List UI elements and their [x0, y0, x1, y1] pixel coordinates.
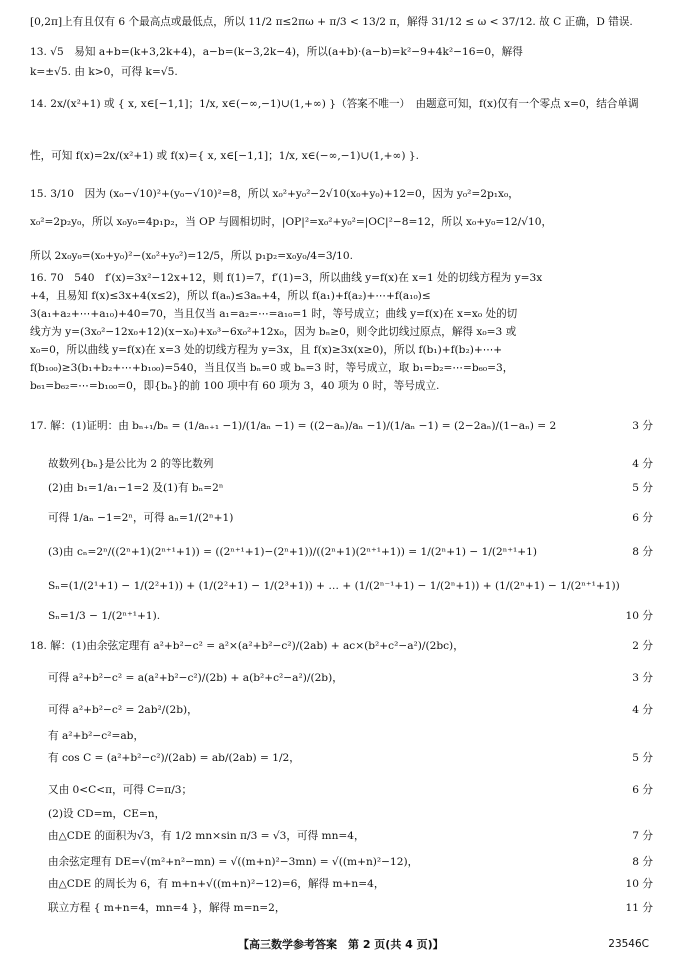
- score-mark: 8 分: [632, 546, 653, 558]
- score-mark: 3 分: [632, 672, 653, 684]
- answer-line: 又由 0<C<π，可得 C=π/3；: [48, 784, 193, 796]
- answer-line: 由余弦定理有 DE=√(m²+n²−mn) = √((m+n)²−3mn) = √((m+n)²−12)，: [48, 856, 419, 868]
- score-mark: 7 分: [632, 830, 653, 842]
- answer-line: x₀=0，所以曲线 y=f(x)在 x=3 处的切线方程为 y=3x，且 f(x)≥3x(x≥0)，所以 f(b₁)+f(b₂)+⋯+: [30, 344, 503, 356]
- answer-line: 13. √5 易知 a+b=(k+3,2k+4)，a−b=(k−3,2k−4)，所以(a+b)·(a−b)=k²−9+4k²−16=0，解得: [30, 46, 523, 58]
- answer-line: (2)由 b₁=1/a₁−1=2 及(1)有 bₙ=2ⁿ: [48, 482, 224, 494]
- answer-line: (3)由 cₙ=2ⁿ/((2ⁿ+1)(2ⁿ⁺¹+1)) = ((2ⁿ⁺¹+1)−(2ⁿ+1))/((2ⁿ+1)(2ⁿ⁺¹+1)) = 1/(2ⁿ+1) − 1/(2ⁿ⁺¹+1): [48, 546, 537, 558]
- answer-line: k=±√5. 由 k>0，可得 k=√5.: [30, 66, 178, 78]
- score-mark: 10 分: [625, 878, 653, 890]
- answer-line: +4，且易知 f(x)≤3x+4(x≤2)，所以 f(aₙ)≤3aₙ+4，所以 f(a₁)+f(a₂)+⋯+f(a₁₀)≤: [30, 290, 431, 302]
- answer-line: 线方为 y=(3x₀²−12x₀+12)(x−x₀)+x₀³−6x₀²+12x₀，因为 bₙ≥0，则令此切线过原点，解得 x₀=3 或: [30, 326, 517, 338]
- answer-line: 15. 3/10 因为 (x₀−√10)²+(y₀−√10)²=8，所以 x₀²+y₀²−2√10(x₀+y₀)+12=0，因为 y₀²=2p₁x₀，: [30, 188, 519, 200]
- score-mark: 6 分: [632, 784, 653, 796]
- score-mark: 2 分: [632, 640, 653, 652]
- answer-line: 17. 解：(1)证明：由 bₙ₊₁/bₙ = (1/aₙ₊₁ −1)/(1/aₙ −1) = ((2−aₙ)/aₙ −1)/(1/aₙ −1) = (2−2aₙ)/(1−aₙ) = 2: [30, 420, 557, 432]
- answer-line: 可得 a²+b²−c² = a(a²+b²−c²)/(2b) + a(b²+c²−a²)/(2b)，: [48, 672, 343, 684]
- answer-line: 故数列{bₙ}是公比为 2 的等比数列: [48, 458, 214, 470]
- answer-line: x₀²=2p₂y₀，所以 x₀y₀=4p₁p₂，当 OP 与圆相切时，|OP|²=x₀²+y₀²=|OC|²−8=12，所以 x₀+y₀=12/√10，: [30, 216, 553, 228]
- answer-line: 由△CDE 的周长为 6，有 m+n+√((m+n)²−12)=6，解得 m+n=4，: [48, 878, 385, 890]
- answer-line: Sₙ=(1/(2¹+1) − 1/(2²+1)) + (1/(2²+1) − 1/(2³+1)) + … + (1/(2ⁿ⁻¹+1) − 1/(2ⁿ+1)) + (1/(2ⁿ+1) − 1/(2ⁿ⁺¹+1)): [48, 580, 620, 592]
- answer-line: 16. 70 540 f′(x)=3x²−12x+12，则 f(1)=7，f′(1)=3，所以曲线 y=f(x)在 x=1 处的切线方程为 y=3x: [30, 272, 543, 284]
- answer-line: 18. 解：(1)由余弦定理有 a²+b²−c² = a²×(a²+b²−c²)/(2ab) + ac×(b²+c²−a²)/(2bc)，: [30, 640, 464, 652]
- answer-line: 所以 2x₀y₀=(x₀+y₀)²−(x₀²+y₀²)=12/5，所以 p₁p₂=x₀y₀/4=3/10.: [30, 250, 353, 262]
- answer-line: Sₙ=1/3 − 1/(2ⁿ⁺¹+1).: [48, 610, 161, 622]
- score-mark: 4 分: [632, 458, 653, 470]
- answer-line: 有 cos C = (a²+b²−c²)/(2ab) = ab/(2ab) = 1/2，: [48, 752, 300, 764]
- score-mark: 5 分: [632, 482, 653, 494]
- answer-line: 由△CDE 的面积为√3，有 1/2 mn×sin π/3 = √3，可得 mn=4，: [48, 830, 365, 842]
- answer-line: b₆₁=b₆₂=⋯=b₁₀₀=0，即{bₙ}的前 100 项中有 60 项为 3，40 项为 0 时，等号成立.: [30, 380, 440, 392]
- answer-line: (2)设 CD=m，CE=n，: [48, 808, 166, 820]
- exam-code: 23546C: [608, 938, 649, 950]
- answer-line: [0,2π]上有且仅有 6 个最高点或最低点，所以 11/2 π≤2πω + π/3 < 13/2 π，解得 31/12 ≤ ω < 37/12. 故 C 正确，D 错误.: [30, 16, 633, 28]
- answer-line: f(b₁₀₀)≥3(b₁+b₂+⋯+b₁₀₀)=540，当且仅当 bₙ=0 或 bₙ=3 时，等号成立，取 b₁=b₂=⋯=b₆₀=3，: [30, 362, 514, 374]
- score-mark: 4 分: [632, 704, 653, 716]
- score-mark: 3 分: [632, 420, 653, 432]
- score-mark: 11 分: [625, 902, 653, 914]
- answer-line: 性，可知 f(x)=2x/(x²+1) 或 f(x)={ x, x∈[−1,1]；1/x, x∈(−∞,−1)∪(1,+∞) }.: [30, 150, 419, 162]
- answer-line: 联立方程 { m+n=4，mn=4 }，解得 m=n=2，: [48, 902, 286, 914]
- answer-line: 可得 a²+b²−c² = 2ab²/(2b)，: [48, 704, 198, 716]
- score-mark: 8 分: [632, 856, 653, 868]
- score-mark: 6 分: [632, 512, 653, 524]
- answer-line: 有 a²+b²−c²=ab，: [48, 730, 145, 742]
- answer-line: 14. 2x/(x²+1) 或 { x, x∈[−1,1]；1/x, x∈(−∞,−1)∪(1,+∞) }（答案不唯一） 由题意可知，f(x)仅有一个零点 x=0，结合单调: [30, 98, 639, 110]
- answer-line: 3(a₁+a₂+⋯+a₁₀)+40=70，当且仅当 a₁=a₂=⋯=a₁₀=1 时，等号成立；曲线 y=f(x)在 x=x₀ 处的切: [30, 308, 518, 320]
- score-mark: 5 分: [632, 752, 653, 764]
- page-footer: 【高三数学参考答案 第 2 页(共 4 页)】: [238, 938, 444, 951]
- answer-line: 可得 1/aₙ −1=2ⁿ，可得 aₙ=1/(2ⁿ+1): [48, 512, 234, 524]
- score-mark: 10 分: [625, 610, 653, 622]
